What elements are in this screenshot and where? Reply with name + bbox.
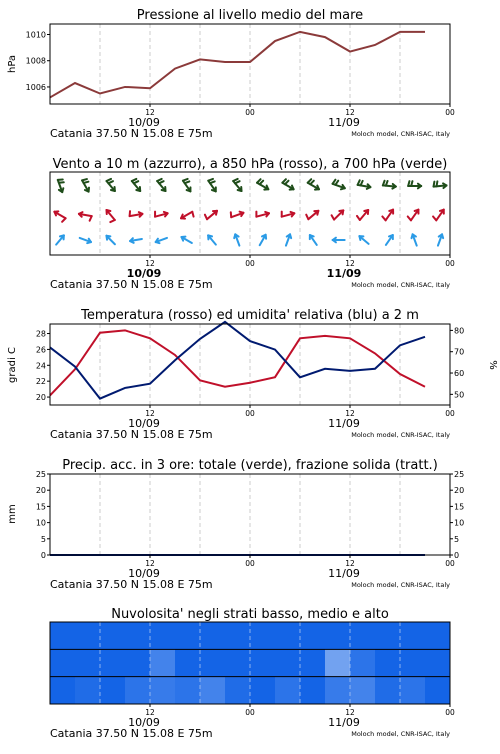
cloud-cell-alto [100,622,126,649]
wind-700hpa-barb [282,179,293,189]
wind-date-label: 10/09 [127,267,162,280]
precipitation-date-label: 10/09 [128,567,160,580]
cloud-cell-alto [250,622,276,649]
location-label: Catania 37.50 N 15.08 E 75m [50,278,213,291]
wind-700hpa-barb [58,179,64,192]
cloud-cell-basso [400,677,426,704]
temperature-humidity-date-label: 11/09 [328,417,360,430]
pressure-ylabel: hPa [7,55,18,73]
cloud-cell-alto [350,622,376,649]
temperature-ylabel: gradi C [7,347,18,383]
cloud-cell-alto [75,622,101,649]
cloud-cell-alto [150,622,176,649]
wind-10m-arrow [130,238,142,243]
wind-850hpa-barb [282,212,295,217]
wind-title: Vento a 10 m (azzurro), a 850 hPa (rosso), a 700 hPa (verde) [53,157,448,172]
cloud-title: Nuvolosita' negli strati basso, medio e alto [111,607,389,622]
cloud-cell-basso [125,677,151,704]
wind-850hpa-barb [231,212,244,218]
wind-10m-arrow [260,235,266,245]
wind-850hpa-barb [205,211,217,219]
cloud-cell-basso [250,677,276,704]
temperature-ytick-label: 22 [36,377,46,386]
wind-10m-arrow [386,235,393,245]
wind-10m-arrow [412,234,417,245]
wind-850hpa-barb [79,212,92,221]
cloud-cell-basso [375,677,401,704]
precipitation-ytick-label: 20 [36,486,46,495]
cloud-xtick-label: 12 [345,708,355,717]
cloud-cell-medio [225,649,251,676]
precipitation-ylabel: mm [7,504,18,523]
cloud-panel [50,607,455,740]
wind-850hpa-barb [54,211,65,221]
cloud-cell-alto [375,622,401,649]
wind-panel [50,157,455,291]
wind-850hpa-barb [155,212,168,217]
wind-700hpa-barb [434,181,447,188]
wind-700hpa-barb [408,181,421,188]
wind-10m-arrow [234,234,239,245]
cloud-cell-medio [50,649,76,676]
precipitation-title: Precip. acc. in 3 ore: totale (verde), frazione solida (tratt.) [62,458,438,473]
pressure-ytick-label: 1006 [26,83,46,92]
humidity-ytick-label: 80 [454,326,464,335]
cloud-cell-alto [275,622,301,649]
pressure-xtick-label: 00 [445,108,455,117]
wind-700hpa-barb [106,179,114,191]
wind-10m-arrow [438,234,443,245]
pressure-title: Pressione al livello medio del mare [137,8,363,23]
cloud-cell-alto [300,622,326,649]
temperature-humidity-xtick-label: 00 [445,409,455,418]
cloud-cell-basso [150,677,176,704]
wind-700hpa-barb [383,181,396,189]
temperature-humidity-date-label: 10/09 [128,417,160,430]
precipitation-right-ytick-label: 10 [454,519,464,528]
temperature-humidity-xtick-label: 12 [145,409,155,418]
wind-date-label: 11/09 [327,267,362,280]
cloud-cell-alto [175,622,201,649]
cloud-cell-medio [275,649,301,676]
cloud-cell-medio [425,649,451,676]
temperature-ytick-label: 24 [36,361,46,370]
location-label: Catania 37.50 N 15.08 E 75m [50,727,213,740]
pressure-series-line [50,32,425,98]
precipitation-plot-frame [50,474,450,555]
pressure-date-label: 10/09 [128,116,160,129]
wind-700hpa-barb [333,180,345,190]
wind-700hpa-barb [308,179,319,189]
cloud-cell-medio [250,649,276,676]
wind-xtick-label: 12 [345,259,355,268]
precipitation-ytick-label: 5 [41,535,46,544]
cloud-xtick-label: 12 [145,708,155,717]
wind-700hpa-barb [233,179,241,191]
precipitation-panel [7,458,464,591]
wind-700hpa-barb [257,179,268,189]
cloud-cell-alto [425,622,451,649]
precipitation-right-ytick-label: 15 [454,502,464,511]
cloud-cell-basso [425,677,451,704]
temperature-ytick-label: 26 [36,345,46,354]
credit-label: Moloch model, CNR-ISAC, Italy [351,581,450,589]
cloud-cell-medio [400,649,426,676]
wind-10m-arrow [181,237,191,243]
cloud-cell-basso [325,677,351,704]
temperature-humidity-xtick-label: 00 [245,409,255,418]
cloud-cell-alto [225,622,251,649]
pressure-ytick-label: 1010 [26,30,46,39]
cloud-cell-alto [125,622,151,649]
cloud-cell-medio [325,649,351,676]
pressure-date-label: 11/09 [328,116,360,129]
cloud-cell-medio [200,649,226,676]
credit-label: Moloch model, CNR-ISAC, Italy [351,431,450,439]
cloud-cell-medio [375,649,401,676]
precipitation-ytick-label: 15 [36,502,46,511]
cloud-cell-alto [325,622,351,649]
precipitation-right-ytick-label: 20 [454,486,464,495]
pressure-xtick-label: 00 [245,108,255,117]
wind-700hpa-barb [183,179,191,191]
wind-xtick-label: 00 [245,259,255,268]
humidity-ylabel: % [487,360,498,370]
precipitation-xtick-label: 00 [245,559,255,568]
location-label: Catania 37.50 N 15.08 E 75m [50,578,213,591]
wind-10m-arrow [286,234,291,245]
wind-700hpa-barb [208,179,216,191]
precipitation-xtick-label: 00 [445,559,455,568]
temperature-series-line [50,330,425,395]
humidity-ytick-label: 50 [454,390,464,399]
wind-850hpa-barb [357,210,368,220]
cloud-cell-alto [200,622,226,649]
wind-10m-arrow [80,238,91,243]
wind-700hpa-barb [82,179,89,192]
cloud-cell-medio [125,649,151,676]
wind-xtick-label: 00 [445,259,455,268]
precipitation-ytick-label: 0 [41,551,46,560]
location-label: Catania 37.50 N 15.08 E 75m [50,127,213,140]
wind-xtick-label: 12 [145,259,155,268]
wind-850hpa-barb [181,212,194,219]
credit-label: Moloch model, CNR-ISAC, Italy [351,130,450,138]
wind-850hpa-barb [408,210,419,221]
precipitation-ytick-label: 10 [36,519,46,528]
humidity-series-line [50,322,425,399]
wind-10m-arrow [208,235,216,244]
cloud-cell-basso [275,677,301,704]
cloud-cell-basso [225,677,251,704]
cloud-cell-basso [50,677,76,704]
cloud-cell-medio [300,649,326,676]
humidity-ytick-label: 60 [454,369,464,378]
cloud-cell-medio [350,649,376,676]
wind-850hpa-barb [306,211,318,219]
cloud-xtick-label: 00 [445,708,455,717]
wind-10m-arrow [333,238,345,243]
wind-850hpa-barb [332,210,344,219]
cloud-cell-alto [50,622,76,649]
credit-label: Moloch model, CNR-ISAC, Italy [351,281,450,289]
precipitation-xtick-label: 12 [145,559,155,568]
wind-700hpa-barb [157,179,165,191]
wind-850hpa-barb [106,210,114,222]
pressure-xtick-label: 12 [345,108,355,117]
precipitation-right-ytick-label: 5 [454,535,459,544]
credit-label: Moloch model, CNR-ISAC, Italy [351,730,450,738]
pressure-ytick-label: 1008 [26,57,46,66]
cloud-xtick-label: 00 [245,708,255,717]
wind-10m-arrow [156,238,167,243]
cloud-cell-basso [200,677,226,704]
cloud-date-label: 11/09 [328,716,360,729]
cloud-cell-basso [175,677,201,704]
wind-850hpa-barb [382,210,393,221]
precipitation-ytick-label: 25 [36,470,46,479]
pressure-xtick-label: 12 [145,108,155,117]
cloud-cell-alto [400,622,426,649]
cloud-date-label: 10/09 [128,716,160,729]
cloud-cell-medio [150,649,176,676]
wind-10m-arrow [359,236,368,244]
precipitation-right-ytick-label: 0 [454,551,459,560]
cloud-cell-basso [100,677,126,704]
cloud-cell-basso [350,677,376,704]
wind-10m-arrow [106,236,114,244]
wind-700hpa-barb [358,180,371,189]
wind-700hpa-barb [132,179,140,191]
temperature-humidity-panel [7,308,498,441]
cloud-cell-basso [75,677,101,704]
cloud-cell-medio [75,649,101,676]
wind-850hpa-barb [433,210,444,221]
cloud-cell-medio [100,649,126,676]
precipitation-date-label: 11/09 [328,567,360,580]
temperature-ytick-label: 28 [36,330,46,339]
precipitation-xtick-label: 12 [345,559,355,568]
temperature-ytick-label: 20 [36,393,46,402]
wind-10m-arrow [56,235,64,244]
cloud-cell-medio [175,649,201,676]
temperature-humidity-title: Temperatura (rosso) ed umidita' relativa (blu) a 2 m [80,308,419,323]
precipitation-right-ytick-label: 25 [454,470,464,479]
wind-10m-arrow [310,235,317,245]
temperature-humidity-xtick-label: 12 [345,409,355,418]
cloud-cell-basso [300,677,326,704]
pressure-panel [7,8,455,140]
wind-850hpa-barb [256,212,269,217]
humidity-ytick-label: 70 [454,348,464,357]
wind-850hpa-barb [130,211,143,217]
location-label: Catania 37.50 N 15.08 E 75m [50,428,213,441]
